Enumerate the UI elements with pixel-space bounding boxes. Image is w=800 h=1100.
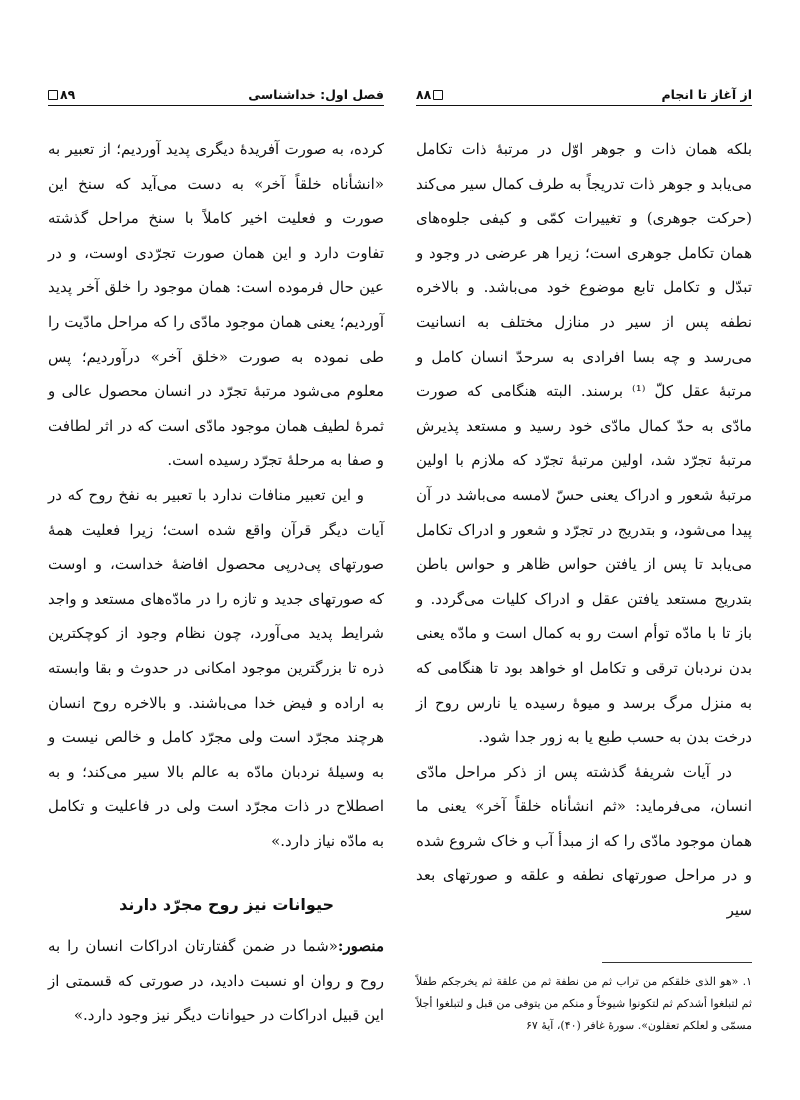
page-number-text: ۸۸: [416, 87, 432, 102]
footnote: ۱. «هو الذی خلقکم من تراب ثم من نطفة ثم من علقة ثم یخرجکم طفلاً ثم لتبلغوا أشدکم ثم لتکونوا شیوخاً و منکم من یتوفی من قبل و لتبلغوا أجلاً مسمّی و لعلکم تعقلون». سورهٔ غافر (۴۰)، آیهٔ ۶۷: [416, 974, 752, 1032]
page-number-text: ۸۹: [60, 87, 76, 102]
section-heading: حیوانات نیز روح مجرّد دارند: [119, 895, 334, 915]
book-title: از آغاز تا انجام: [661, 87, 752, 102]
page-number: [416, 87, 443, 102]
paragraph: بلکه همان ذات و جوهر اوّل در مرتبهٔ ذات تکامل می‌یابد و جوهر ذات تدریجاً به طرف کمال سیر می‌کند (حرکت جوهری) و تغییرات کمّی و کیفی جلوه‌های همان تکامل جوهری است؛ زیرا هر عرضی در وجود و تبدّل و تکامل تابع موضوع خود می‌باشد. و بالاخره نطفه پس از سیر در منازل مختلف به انسانیت می‌رسد و چه بسا افرادی به سرحدّ انسان کامل و مرتبهٔ عقل کلّ ⁽¹⁾ برسند. البته هنگامی که صورت مادّی به حدّ کمال مادّی خود رسید و مستعد پذیرش مرتبهٔ تجرّد شد، اولین مرتبهٔ تجرّد که ملازم با اولین مرتبهٔ شعور و ادراک یعنی حسّ لامسه می‌باشد در آن پیدا می‌شود، و بتدریج در تجرّد و شعور و ادراک تکامل می‌یابد تا پس از یافتن حواس ظاهر و حواس باطن بتدریج مستعد یافتن عقل و ادراک کلیات می‌گردد. و باز تا با مادّه توأم است رو به کمال است و مادّه یعنی بدن نردبان ترقی و تکامل او خواهد بود تا هنگامی که به منزل مرگ برسد و میوهٔ رسیده یا نارس روح از درخت بدن به حسب طبع یا به زور جدا شود.: [416, 140, 752, 747]
body-text: [416, 132, 752, 928]
right-page: [416, 80, 752, 1080]
page-marker-icon: [48, 90, 58, 100]
chapter-title: فصل اول: خداشناسی: [248, 87, 384, 102]
left-page: [48, 80, 384, 1080]
dialogue-paragraph: [48, 929, 384, 1033]
page-marker-icon: [433, 90, 443, 100]
paragraph: کرده، به صورت آفریدهٔ دیگری پدید آوردیم؛ از تعبیر به «انشأناه خلقاً آخر» به دست می‌آید که سنخ این صورت و فعلیت اخیر کاملاً با سنخ مراحل گذشته تفاوت دارد و این همان صورت تجرّدی اوست، و در عین حال فرموده است: همان موجود را خلق آخر پدید آوردیم؛ یعنی همان موجود مادّی را که مراحل مادّیت را طی نموده به صورت «خلق آخر» درآوردیم؛ پس معلوم می‌شود مرتبهٔ تجرّد در انسان محصول عالی و ثمرهٔ لطیف همان موجود مادّی است که در اثر لطافت و صفا به مرحلهٔ تجرّد رسیده است.: [48, 140, 384, 470]
dialogue-text: «شما در ضمن گفتارتان ادراکات انسان را به روح و روان او نسبت دادید، در صورتی که قسمتی از این قبیل ادراکات در حیوانات دیگر نیز وجود دارد.»: [48, 937, 384, 1025]
running-head: [416, 80, 752, 106]
speaker-name: منصور:: [337, 937, 384, 956]
page-number: [48, 87, 75, 102]
footnote-divider: [602, 962, 752, 963]
paragraph: و این تعبیر منافات ندارد با تعبیر به نفخ روح که در آیات دیگر قرآن واقع شده است؛ زیرا فعلیت همهٔ صورتهای پی‌درپی محصول افاضهٔ خداست، و اوست که صورتهای جدید و تازه را در مادّه‌های مستعد و واجد شرایط پدید می‌آورد، چون نظام وجود از کوچکترین ذره تا بزرگترین موجود امکانی در حدوث و بقا وابسته به اراده و فیض خدا می‌باشند. و بالاخره روح انسان هرچند مجرّد است ولی مجرّد کامل و خالص نیست و به وسیلهٔ نردبان مادّه به عالم بالا سیر می‌کند؛ و به اصطلاح در ذات مجرّد است ولی در فاعلیت و تکامل به مادّه نیاز دارد.»: [48, 485, 384, 850]
paragraph: در آیات شریفهٔ گذشته پس از ذکر مراحل مادّی انسان، می‌فرماید: «ثم انشأناه خلقاً آخر» یعنی ما همان موجود مادّی را که از مبدأ آب و خاک شروع شده و در مراحل صورتهای نطفه و علقه و صورتهای بعد سیر: [416, 762, 752, 920]
running-head: [48, 80, 384, 106]
body-text: [48, 132, 384, 1033]
